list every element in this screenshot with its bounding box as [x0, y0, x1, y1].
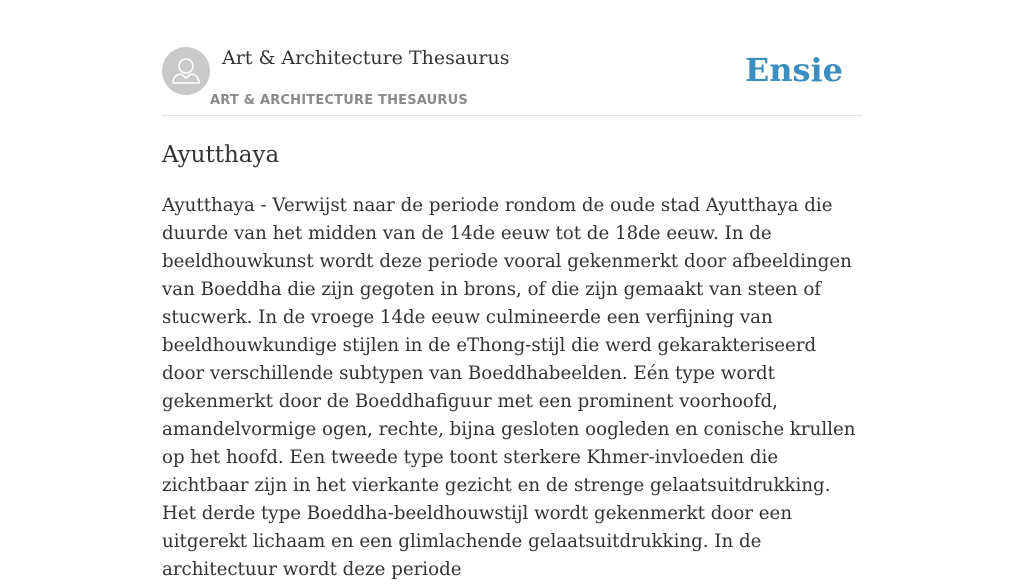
author-name[interactable]: Art & Architecture Thesaurus — [222, 47, 510, 69]
article-title: Ayutthaya — [162, 142, 280, 168]
article-header — [162, 0, 862, 116]
avatar[interactable] — [162, 47, 210, 95]
source-label[interactable]: ART & ARCHITECTURE THESAURUS — [210, 93, 468, 108]
article-body: Ayutthaya - Verwijst naar de periode rondom de oude stad Ayutthaya die duurde van het midden van de 14de eeuw tot de 18de eeuw. In de beeldhouwkunst wordt deze periode vooral gekenmerkt door afbeeldingen van Boeddha die zijn gegoten in brons, of die zijn gemaakt van steen of stucwerk. In de vroege 14de eeuw culmineerde een verfijning van beeldhouwkundige stijlen in de eThong-stijl die werd gekarakteriseerd door verschillende subtypen van Boeddhabeelden. Eén type wordt gekenmerkt door de Boeddhafiguur met een prominent voorhoofd, amandelvormige ogen, rechte, bijna gesloten oogleden en conische krullen op het hoofd. Een tweede type toont sterkere Khmer-invloeden die zichtbaar zijn in het vierkante gezicht en de strenge gelaatsuitdrukking. Het derde type Boeddha-beeldhouwstijl wordt gekenmerkt door een uitgerekt lichaam en een glimlachende gelaatsuitdrukking. In de architectuur wordt deze periode — [162, 195, 856, 580]
user-icon — [162, 47, 210, 95]
brand-logo[interactable]: Ensie — [744, 51, 843, 89]
